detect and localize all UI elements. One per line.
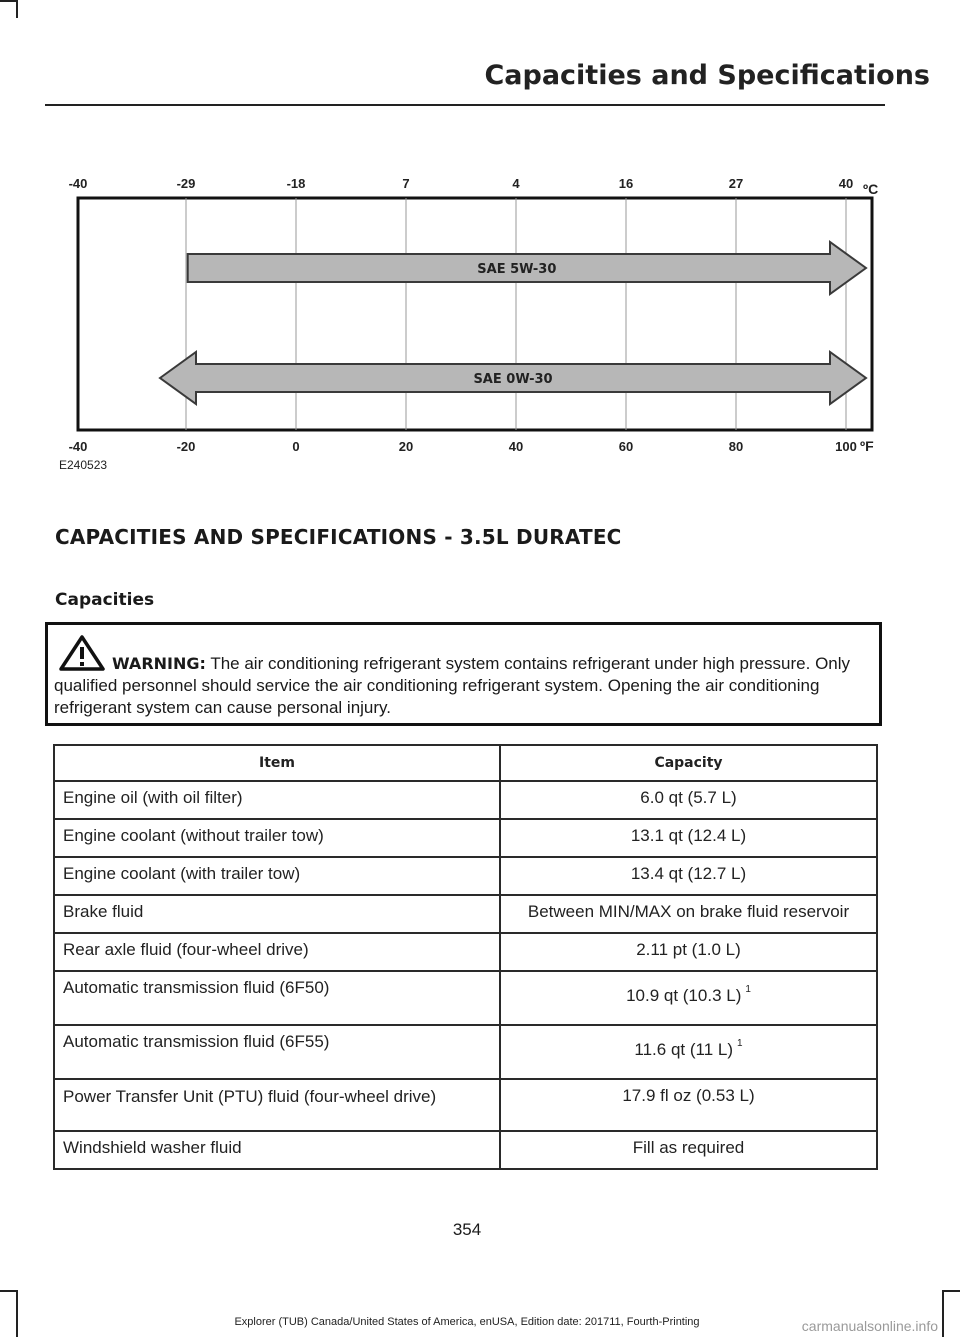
row-capacity: 13.1 qt (12.4 L) xyxy=(500,819,877,857)
row-item: Engine oil (with oil filter) xyxy=(54,781,500,819)
row-capacity: 11.6 qt (11 L) xyxy=(634,1040,734,1059)
row-item: Rear axle fluid (four-wheel drive) xyxy=(54,933,500,971)
table-row xyxy=(54,781,877,819)
warning-box xyxy=(45,622,882,726)
oil-viscosity-chart xyxy=(60,168,890,488)
row-item: Engine coolant (without trailer tow) xyxy=(54,819,500,857)
celsius-tick-label: -18 xyxy=(286,176,306,191)
header-item: Item xyxy=(54,745,500,781)
crop-mark xyxy=(16,1290,18,1337)
row-item: Power Transfer Unit (PTU) fluid (four-wheel drive) xyxy=(54,1079,500,1131)
row-item: Brake fluid xyxy=(54,895,500,933)
celsius-tick-label: 27 xyxy=(728,176,744,191)
table-row xyxy=(54,1131,877,1169)
fahrenheit-tick-label: 100 xyxy=(835,439,857,454)
row-capacity: 6.0 qt (5.7 L) xyxy=(500,781,877,819)
celsius-tick-label: 4 xyxy=(512,176,520,191)
table-row xyxy=(54,1079,877,1131)
row-capacity-cell xyxy=(500,1025,877,1079)
fahrenheit-tick-label: -20 xyxy=(176,439,196,454)
celsius-tick-label: 16 xyxy=(618,176,634,191)
row-item: Automatic transmission fluid (6F50) xyxy=(54,971,500,1025)
fahrenheit-tick-label: 0 xyxy=(292,439,300,454)
fahrenheit-tick-label: 40 xyxy=(508,439,524,454)
table-row xyxy=(54,819,877,857)
celsius-unit-label: ºC xyxy=(863,181,879,197)
watermark: carmanualsonline.info xyxy=(801,1318,938,1334)
footer-text: Explorer (TUB) Canada/United States of America, enUSA, Edition date: 201711, Fourth-Printing xyxy=(234,1316,700,1328)
crop-mark xyxy=(16,0,18,18)
row-capacity: 2.11 pt (1.0 L) xyxy=(500,933,877,971)
page-number: 354 xyxy=(452,1220,482,1239)
warning-label: WARNING: xyxy=(112,654,206,673)
crop-mark xyxy=(942,1290,944,1337)
row-capacity: Fill as required xyxy=(500,1131,877,1169)
celsius-tick-label: 7 xyxy=(402,176,410,191)
table-row xyxy=(54,971,877,1025)
chart-frame xyxy=(78,198,872,430)
page-title: Capacities and Specifications xyxy=(484,60,930,91)
warning-body: The air conditioning refrigerant system contains refrigerant under high pressure. Only qualified personnel should service the air conditioning refrigerant system. Opening the air conditioning refrigerant system can cause personal injury. xyxy=(54,654,851,717)
fahrenheit-tick-label: 80 xyxy=(728,439,744,454)
table-row xyxy=(54,895,877,933)
footnote-marker: 1 xyxy=(737,1038,743,1049)
row-capacity: Between MIN/MAX on brake fluid reservoir xyxy=(500,895,877,933)
celsius-tick-label: -29 xyxy=(176,176,196,191)
celsius-tick-label: 40 xyxy=(838,176,854,191)
row-capacity: 17.9 fl oz (0.53 L) xyxy=(500,1079,877,1131)
celsius-tick-label: -40 xyxy=(68,176,88,191)
row-capacity-cell xyxy=(500,971,877,1025)
header-capacity: Capacity xyxy=(500,745,877,781)
row-capacity: 13.4 qt (12.7 L) xyxy=(500,857,877,895)
series-label: SAE 5W-30 xyxy=(477,262,557,277)
table-header-row xyxy=(54,745,877,781)
capacities-table xyxy=(53,744,878,1170)
sub-heading: Capacities xyxy=(55,590,155,610)
fahrenheit-tick-label: 60 xyxy=(618,439,634,454)
figure-id: E240523 xyxy=(59,458,108,472)
row-item: Engine coolant (with trailer tow) xyxy=(54,857,500,895)
chart-svg xyxy=(60,168,890,488)
series-label: SAE 0W-30 xyxy=(473,372,553,387)
footnote-marker: 1 xyxy=(745,984,751,995)
row-capacity: 10.9 qt (10.3 L) xyxy=(626,986,742,1005)
fahrenheit-tick-label: 20 xyxy=(398,439,414,454)
fahrenheit-unit-label: ºF xyxy=(860,438,874,454)
table-row xyxy=(54,1025,877,1079)
fahrenheit-tick-label: -40 xyxy=(68,439,88,454)
section-heading: CAPACITIES AND SPECIFICATIONS - 3.5L DURATEC xyxy=(55,525,622,549)
table-row xyxy=(54,933,877,971)
table-row xyxy=(54,857,877,895)
row-item: Automatic transmission fluid (6F55) xyxy=(54,1025,500,1079)
warning-text xyxy=(48,653,878,719)
crop-mark xyxy=(942,1290,960,1292)
title-divider xyxy=(45,104,885,106)
row-item: Windshield washer fluid xyxy=(54,1131,500,1169)
